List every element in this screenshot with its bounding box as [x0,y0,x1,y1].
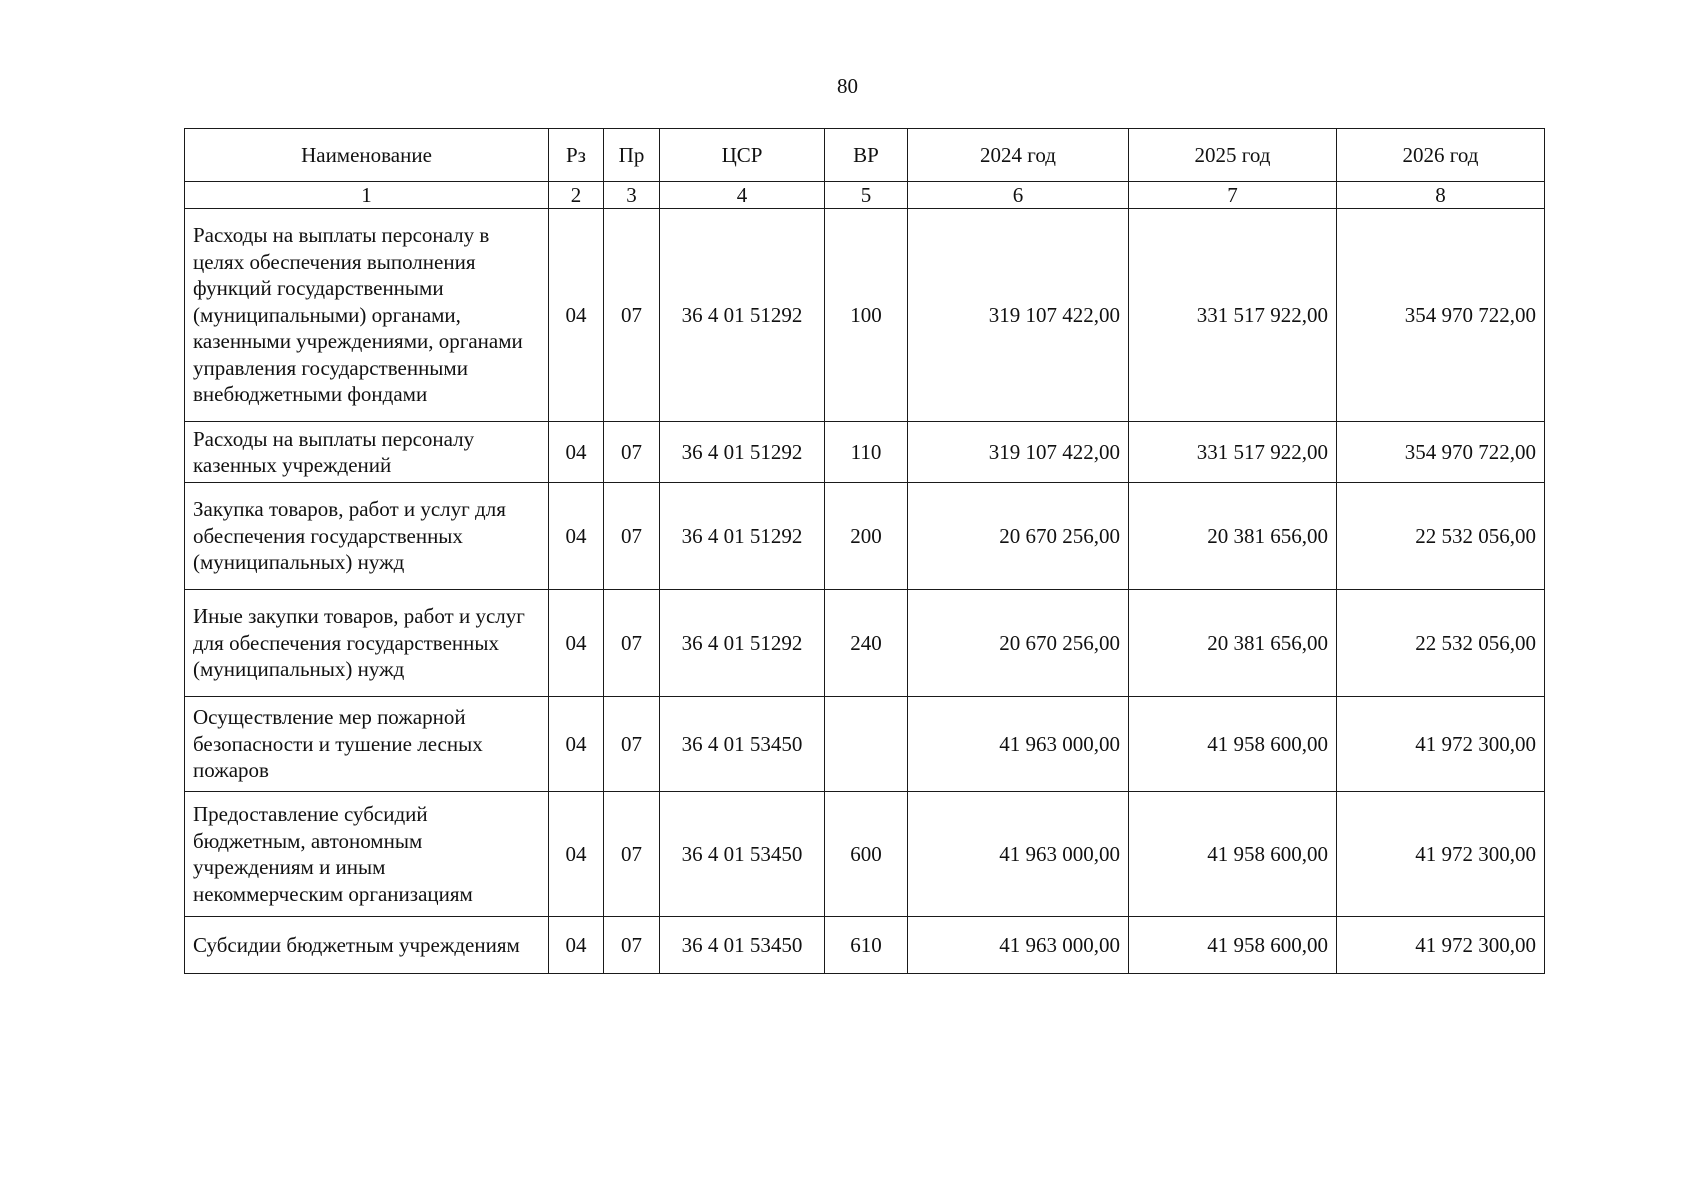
header-vr: ВР [825,129,908,182]
row-2026: 354 970 722,00 [1337,422,1545,483]
page-number: 80 [837,74,858,98]
table-row [185,422,1545,483]
row-csr: 36 4 01 51292 [660,590,825,697]
column-number: 1 [185,182,549,209]
row-2024: 41 963 000,00 [908,697,1129,792]
column-number: 5 [825,182,908,209]
row-rz: 04 [549,422,604,483]
row-vr [825,697,908,792]
table-row [185,792,1545,917]
row-2025: 41 958 600,00 [1129,697,1337,792]
row-vr: 200 [825,483,908,590]
row-2026: 41 972 300,00 [1337,917,1545,974]
row-vr: 100 [825,209,908,422]
row-2025: 20 381 656,00 [1129,590,1337,697]
row-rz: 04 [549,209,604,422]
row-pr: 07 [604,917,660,974]
row-pr: 07 [604,422,660,483]
row-vr: 110 [825,422,908,483]
row-2024: 20 670 256,00 [908,590,1129,697]
row-2026: 354 970 722,00 [1337,209,1545,422]
header-name: Наименование [185,129,549,182]
row-pr: 07 [604,483,660,590]
column-number: 4 [660,182,825,209]
column-number: 8 [1337,182,1545,209]
row-csr: 36 4 01 51292 [660,422,825,483]
header-rz: Рз [549,129,604,182]
table-row [185,917,1545,974]
row-csr: 36 4 01 51292 [660,483,825,590]
row-rz: 04 [549,792,604,917]
row-rz: 04 [549,697,604,792]
row-csr: 36 4 01 53450 [660,697,825,792]
row-name: Предоставление субсидий бюджетным, автономным учреждениям и иным некоммерческим организациям [185,792,549,917]
row-pr: 07 [604,209,660,422]
row-name: Закупка товаров, работ и услуг для обеспечения государственных (муниципальных) нужд [185,483,549,590]
row-pr: 07 [604,590,660,697]
row-2025: 41 958 600,00 [1129,917,1337,974]
row-2025: 20 381 656,00 [1129,483,1337,590]
row-2024: 319 107 422,00 [908,209,1129,422]
header-2025: 2025 год [1129,129,1337,182]
row-csr: 36 4 01 53450 [660,792,825,917]
column-number: 2 [549,182,604,209]
row-csr: 36 4 01 51292 [660,209,825,422]
row-rz: 04 [549,917,604,974]
column-number: 6 [908,182,1129,209]
header-2024: 2024 год [908,129,1129,182]
row-vr: 610 [825,917,908,974]
row-2026: 41 972 300,00 [1337,697,1545,792]
row-name: Иные закупки товаров, работ и услуг для обеспечения государственных (муниципальных) нужд [185,590,549,697]
row-2025: 331 517 922,00 [1129,422,1337,483]
row-name: Осуществление мер пожарной безопасности и тушение лесных пожаров [185,697,549,792]
row-name: Расходы на выплаты персоналу казенных учреждений [185,422,549,483]
row-2026: 22 532 056,00 [1337,483,1545,590]
header-2026: 2026 год [1337,129,1545,182]
column-number: 7 [1129,182,1337,209]
row-rz: 04 [549,590,604,697]
row-2024: 20 670 256,00 [908,483,1129,590]
header-row [185,129,1545,182]
table-row [185,209,1545,422]
table-row [185,697,1545,792]
table-row [185,590,1545,697]
row-2024: 41 963 000,00 [908,792,1129,917]
row-csr: 36 4 01 53450 [660,917,825,974]
row-2025: 41 958 600,00 [1129,792,1337,917]
row-2024: 41 963 000,00 [908,917,1129,974]
row-2024: 319 107 422,00 [908,422,1129,483]
row-name: Субсидии бюджетным учреждениям [185,917,549,974]
row-rz: 04 [549,483,604,590]
column-number-row [185,182,1545,209]
row-name: Расходы на выплаты персоналу в целях обеспечения выполнения функций государственными (муниципальными) органами, казенными учреждениями, органами управления государственными внебюджетными фондами [185,209,549,422]
budget-table [184,128,1545,974]
header-csr: ЦСР [660,129,825,182]
row-vr: 600 [825,792,908,917]
row-2026: 22 532 056,00 [1337,590,1545,697]
row-pr: 07 [604,697,660,792]
row-2026: 41 972 300,00 [1337,792,1545,917]
row-pr: 07 [604,792,660,917]
header-pr: Пр [604,129,660,182]
row-2025: 331 517 922,00 [1129,209,1337,422]
table-row [185,483,1545,590]
row-vr: 240 [825,590,908,697]
column-number: 3 [604,182,660,209]
